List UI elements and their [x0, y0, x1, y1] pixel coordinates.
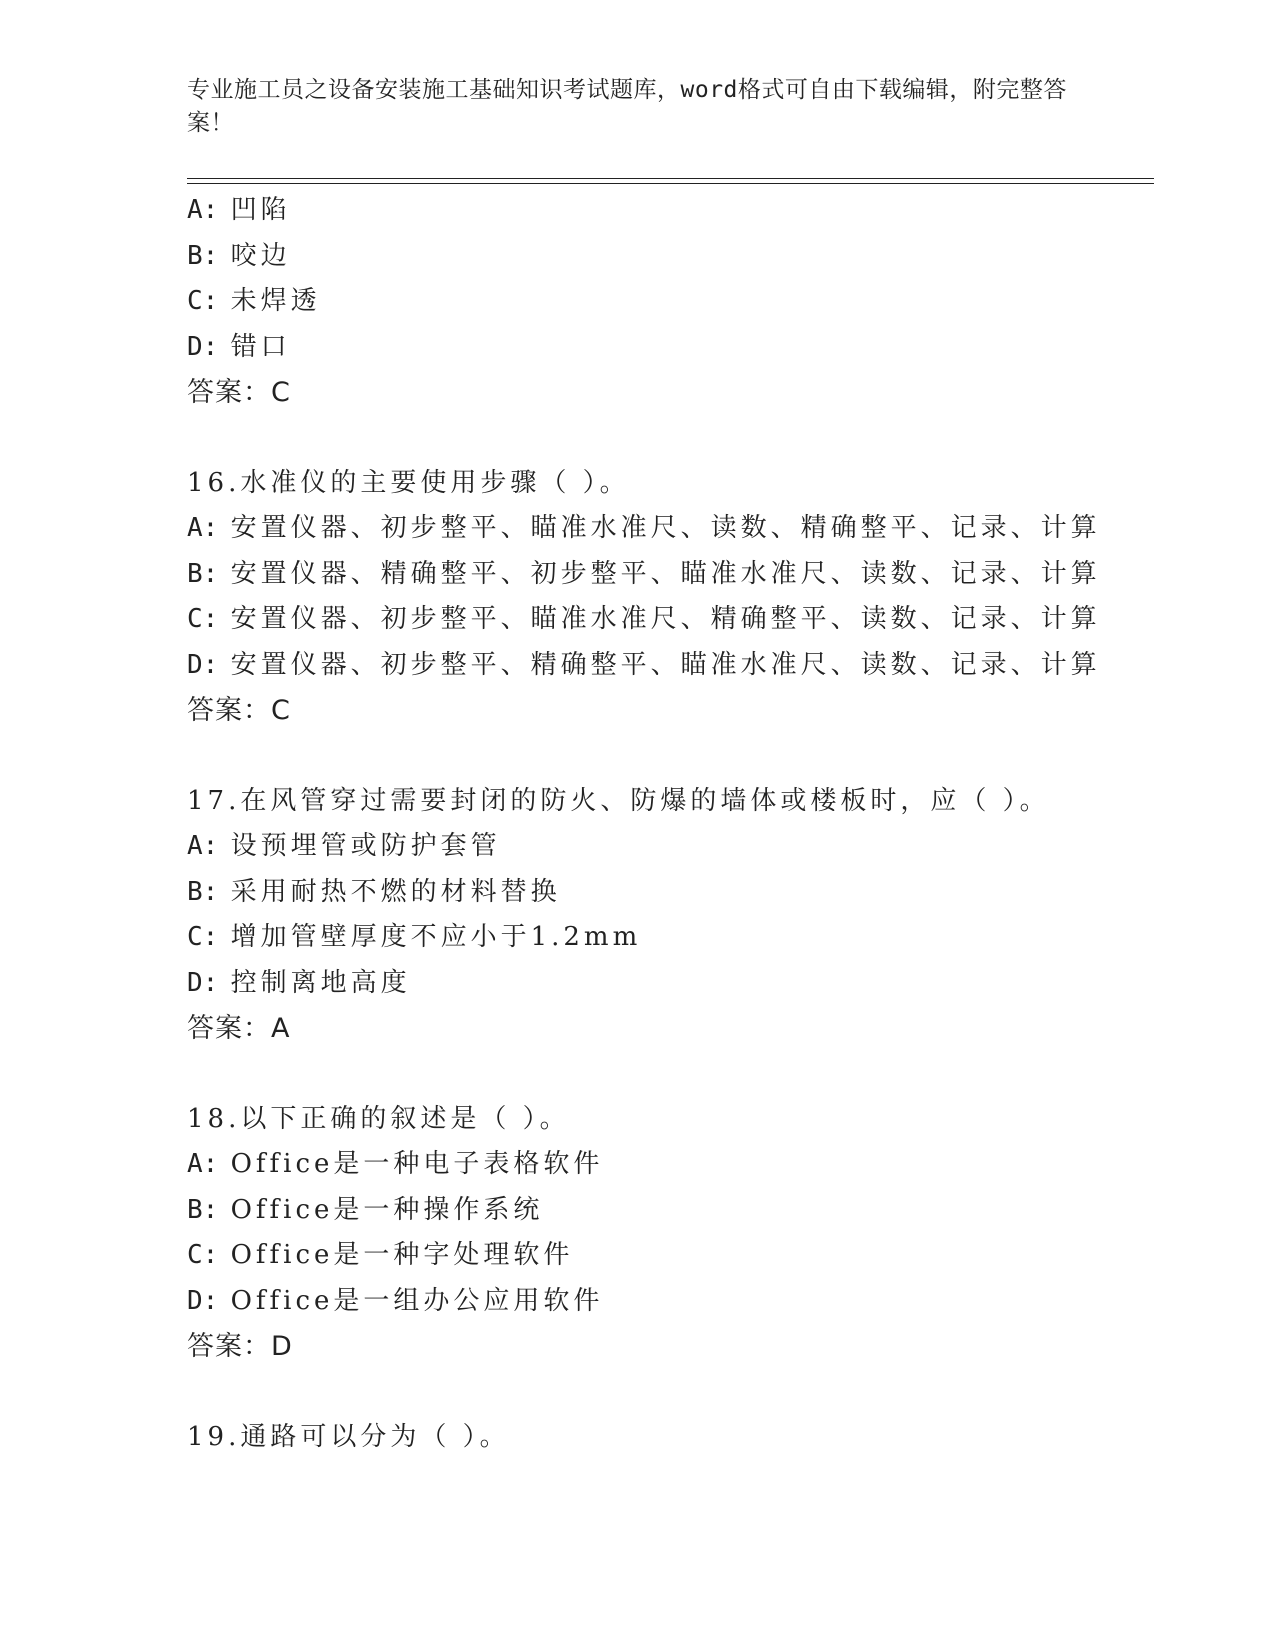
answer-line: 答案：D	[187, 1331, 293, 1362]
option-d: D: 错口	[187, 331, 291, 362]
option-a: A: Office是一种电子表格软件	[187, 1149, 604, 1179]
option-a: A: 设预埋管或防护套管	[187, 831, 501, 861]
question-16	[187, 461, 1147, 734]
option-c: C: 安置仪器、初步整平、瞄准水准尺、精确整平、读数、记录、计算	[187, 604, 1101, 634]
option-b: B: Office是一种操作系统	[187, 1194, 544, 1225]
answer-line: 答案：A	[187, 1013, 291, 1044]
question-title: 16.水准仪的主要使用步骤（ ）。	[187, 467, 630, 498]
header-divider	[187, 178, 1154, 184]
question-17	[187, 779, 1147, 1052]
header-title: 专业施工员之设备安装施工基础知识考试题库，word格式可自由下载编辑，附完整答案！	[187, 77, 1067, 136]
answer-line: 答案：C	[187, 695, 291, 726]
option-a: A: 凹陷	[187, 195, 291, 225]
option-d: D: 安置仪器、初步整平、精确整平、瞄准水准尺、读数、记录、计算	[187, 649, 1101, 680]
option-b: B: 咬边	[187, 240, 291, 271]
option-b: B: 安置仪器、精确整平、初步整平、瞄准水准尺、读数、记录、计算	[187, 558, 1101, 589]
option-d: D: Office是一组办公应用软件	[187, 1285, 604, 1316]
option-c: C: Office是一种字处理软件	[187, 1240, 574, 1270]
question-title: 18.以下正确的叙述是（ ）。	[187, 1103, 570, 1134]
question-19	[187, 1415, 1147, 1461]
option-c: C: 未焊透	[187, 286, 321, 316]
option-c: C: 增加管壁厚度不应小于1.2mm	[187, 922, 642, 952]
option-a: A: 安置仪器、初步整平、瞄准水准尺、读数、精确整平、记录、计算	[187, 513, 1101, 543]
answer-line: 答案：C	[187, 377, 291, 408]
document-header	[187, 74, 1067, 140]
question-partial	[187, 188, 1147, 416]
question-title: 17.在风管穿过需要封闭的防火、防爆的墙体或楼板时，应（ ）。	[187, 785, 1050, 816]
option-b: B: 采用耐热不燃的材料替换	[187, 876, 561, 907]
question-title: 19.通路可以分为（ ）。	[187, 1421, 510, 1452]
option-d: D: 控制离地高度	[187, 967, 411, 998]
question-18	[187, 1097, 1147, 1370]
question-list	[187, 188, 1147, 1460]
